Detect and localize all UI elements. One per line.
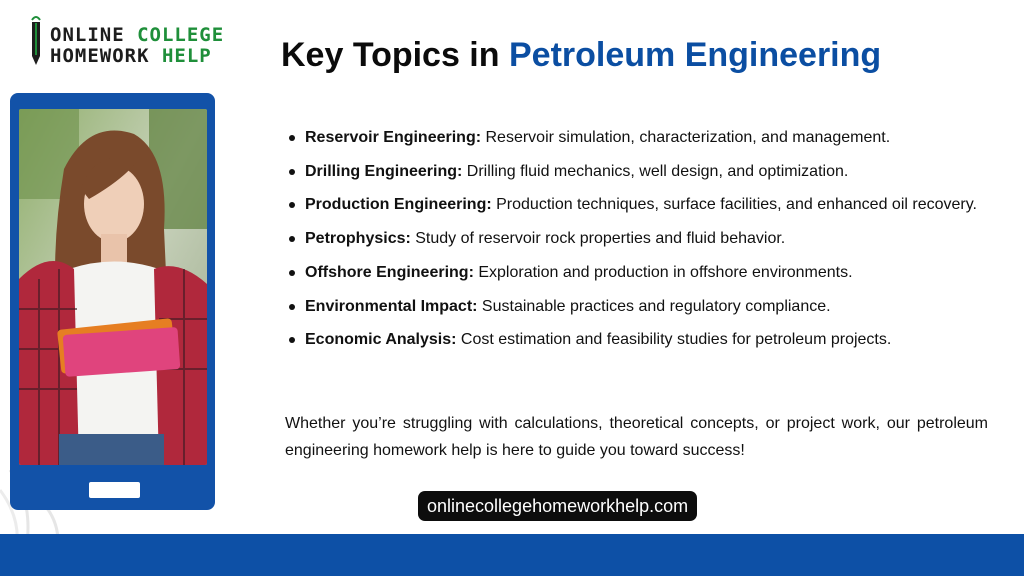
topics-list (287, 121, 979, 357)
list-item: Reservoir Engineering: Reservoir simulation, characterization, and management. (287, 121, 979, 155)
phone-home-button (89, 482, 140, 498)
logo-text-line2: HOMEWORK HELP (50, 45, 212, 67)
footer-bar (0, 534, 1024, 576)
title-plain: Key Topics in (281, 36, 509, 74)
phone-frame (10, 93, 215, 510)
title-accent: Petroleum Engineering (508, 36, 882, 74)
list-item: Environmental Impact: Sustainable practices and regulatory compliance. (287, 290, 979, 324)
list-item: Petrophysics: Study of reservoir rock properties and fluid behavior. (287, 222, 979, 256)
student-photo (19, 109, 207, 465)
pencil-logo-icon (28, 14, 44, 66)
website-link[interactable]: onlinecollegehomeworkhelp.com (418, 491, 697, 521)
list-item: Production Engineering: Production techniques, surface facilities, and enhanced oil recovery. (287, 188, 979, 222)
logo-text-line1: ONLINE COLLEGE (50, 24, 225, 46)
list-item: Offshore Engineering: Exploration and production in offshore environments. (287, 256, 979, 290)
list-item: Economic Analysis: Cost estimation and feasibility studies for petroleum projects. (287, 323, 979, 357)
page-title (281, 36, 881, 75)
closing-paragraph: Whether you’re struggling with calculations, theoretical concepts, or project work, our petroleum engineering homework help is here to guide you toward success! (285, 415, 988, 459)
brand-logo (28, 14, 258, 68)
list-item: Drilling Engineering: Drilling fluid mechanics, well design, and optimization. (287, 155, 979, 189)
